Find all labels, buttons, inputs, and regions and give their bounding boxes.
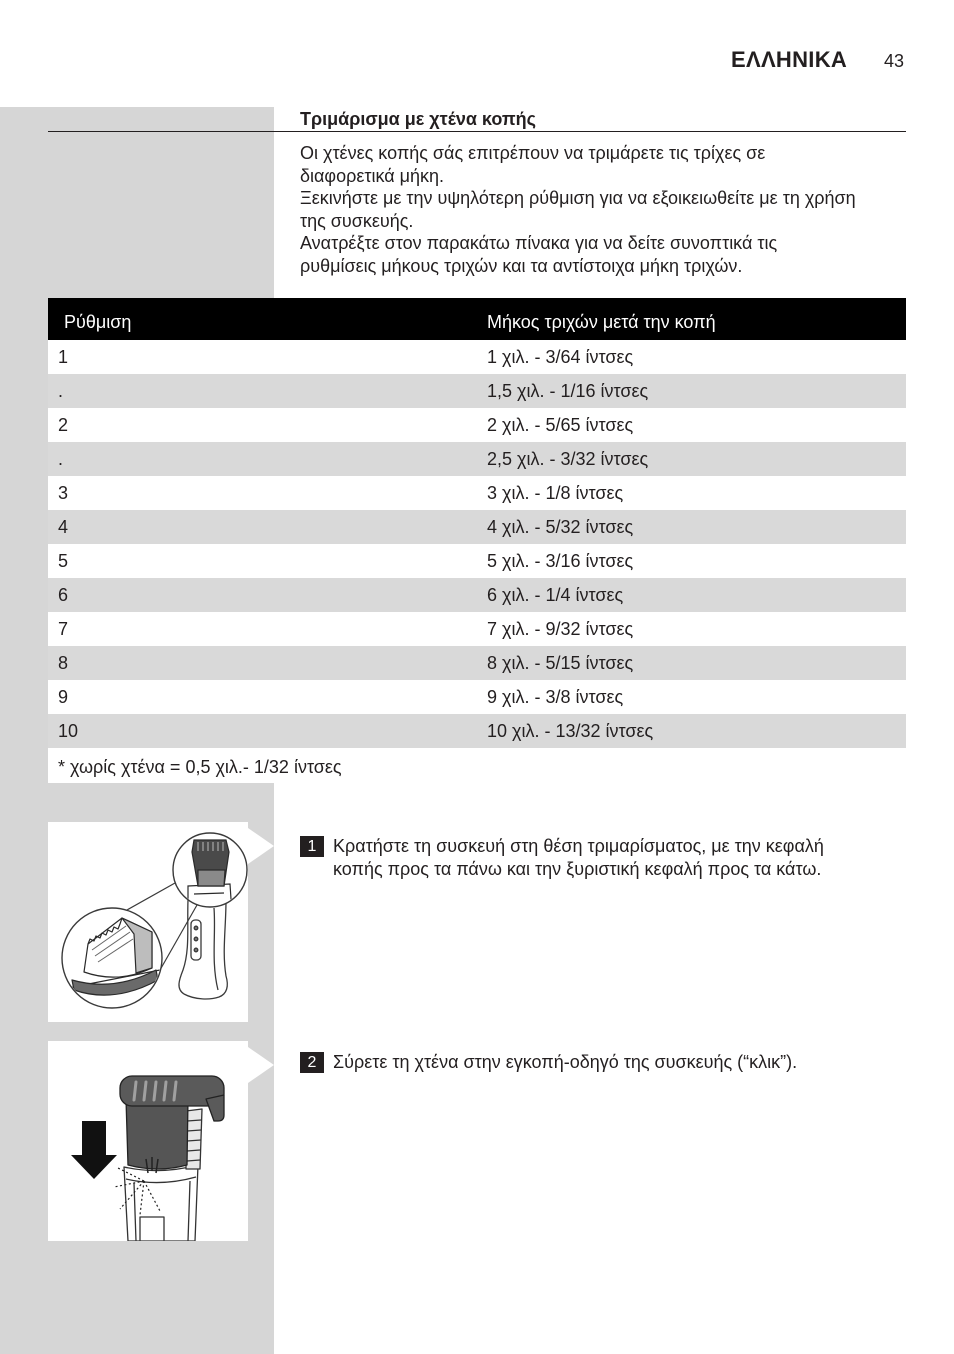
trimmer-device	[179, 900, 227, 999]
table-row	[48, 612, 906, 646]
length-cell: 3 χιλ. - 1/8 ίντσες	[487, 483, 624, 503]
step-2-text	[333, 1051, 797, 1074]
length-cell: 9 χιλ. - 3/8 ίντσες	[487, 687, 624, 707]
table-row	[48, 646, 906, 680]
indicator-light	[194, 948, 198, 952]
paragraph-line: ρυθμίσεις μήκους τριχών και τα αντίστοιχα μήκη τριχών.	[300, 255, 743, 276]
comb-body	[126, 1099, 188, 1169]
table-footnote: * χωρίς χτένα = 0,5 χιλ.- 1/32 ίντσες	[48, 748, 906, 783]
table-row	[48, 578, 906, 612]
setting-cell: 9	[58, 687, 69, 707]
table-row	[48, 680, 906, 714]
length-cell: 1 χιλ. - 3/64 ίντσες	[487, 347, 634, 367]
figure-2-pointer	[248, 1047, 274, 1083]
down-arrow-icon	[71, 1121, 117, 1179]
length-cell: 10 χιλ. - 13/32 ίντσες	[487, 721, 654, 741]
step-1-number: 1	[300, 836, 324, 857]
figure-1-pointer	[248, 828, 274, 864]
setting-cell: 3	[58, 483, 69, 503]
table-row	[48, 408, 906, 442]
comb-attachment	[120, 1076, 224, 1169]
setting-cell: 1	[58, 347, 69, 367]
table-header	[48, 298, 906, 340]
step-2-number: 2	[300, 1052, 324, 1073]
table-row	[48, 442, 906, 476]
length-cell: 2,5 χιλ. - 3/32 ίντσες	[487, 449, 649, 469]
length-cell: 7 χιλ. - 9/32 ίντσες	[487, 619, 634, 639]
section-divider	[48, 131, 906, 132]
comb-hook	[206, 1095, 224, 1121]
column-header-length: Μήκος τριχών μετά την κοπή	[487, 312, 716, 332]
length-cell: 6 χιλ. - 1/4 ίντσες	[487, 585, 624, 605]
length-cell: 8 χιλ. - 5/15 ίντσες	[487, 653, 634, 673]
attach-comb-illustration	[48, 1041, 248, 1241]
intro-paragraph	[300, 142, 856, 278]
comb-front-band	[198, 870, 225, 886]
indicator-light	[194, 926, 198, 930]
paragraph-line: Ανατρέξτε στον παρακάτω πίνακα για να δείτε συνοπτικά τις	[300, 233, 778, 254]
trimmer-body	[179, 900, 227, 999]
paragraph-line: διαφορετικά μήκη.	[300, 165, 445, 186]
setting-cell: 6	[58, 585, 69, 605]
setting-cell: .	[58, 449, 64, 469]
setting-cell: 7	[58, 619, 69, 639]
setting-cell: 5	[58, 551, 69, 571]
length-cell: 2 χιλ. - 5/65 ίντσες	[487, 415, 634, 435]
settings-table	[48, 298, 906, 748]
setting-cell: .	[58, 381, 64, 401]
language-heading: ΕΛΛΗΝΙΚΑ	[731, 47, 848, 72]
step-line: κοπής προς τα πάνω και την ξυριστική κεφαλή προς τα κάτω.	[333, 858, 822, 879]
figure-2	[48, 1041, 248, 1241]
setting-cell: 4	[58, 517, 69, 537]
trimmer-with-comb-illustration	[48, 822, 248, 1022]
length-cell: 4 χιλ. - 5/32 ίντσες	[487, 517, 634, 537]
setting-cell: 2	[58, 415, 69, 435]
length-cell: 1,5 χιλ. - 1/16 ίντσες	[487, 381, 649, 401]
table-row	[48, 340, 906, 374]
table-row	[48, 510, 906, 544]
setting-cell: 10	[58, 721, 79, 741]
table-row	[48, 374, 906, 408]
column-header-setting: Ρύθμιση	[64, 312, 132, 332]
length-cell: 5 χιλ. - 3/16 ίντσες	[487, 551, 634, 571]
figure-1	[48, 822, 248, 1022]
table-row	[48, 714, 906, 748]
step-line: Κρατήστε τη συσκευή στη θέση τριμαρίσματος, με την κεφαλή	[333, 836, 824, 856]
step-line: Σύρετε τη χτένα στην εγκοπή-οδηγό της συσκευής (“κλικ”).	[333, 1052, 798, 1072]
table-row	[48, 544, 906, 578]
section-title: Τριμάρισμα με χτένα κοπής	[300, 109, 536, 129]
setting-cell: 8	[58, 653, 69, 673]
paragraph-line: Οι χτένες κοπής σάς επιτρέπουν να τριμάρετε τις τρίχες σε	[300, 143, 766, 163]
paragraph-line: της συσκευής.	[300, 210, 414, 231]
paragraph-line: Ξεκινήστε με την υψηλότερη ρύθμιση για να εξοικειωθείτε με τη χρήση	[300, 188, 856, 209]
step-1-text	[333, 835, 824, 880]
table-row	[48, 476, 906, 510]
page-number: 43	[884, 51, 905, 71]
indicator-light	[194, 937, 198, 941]
